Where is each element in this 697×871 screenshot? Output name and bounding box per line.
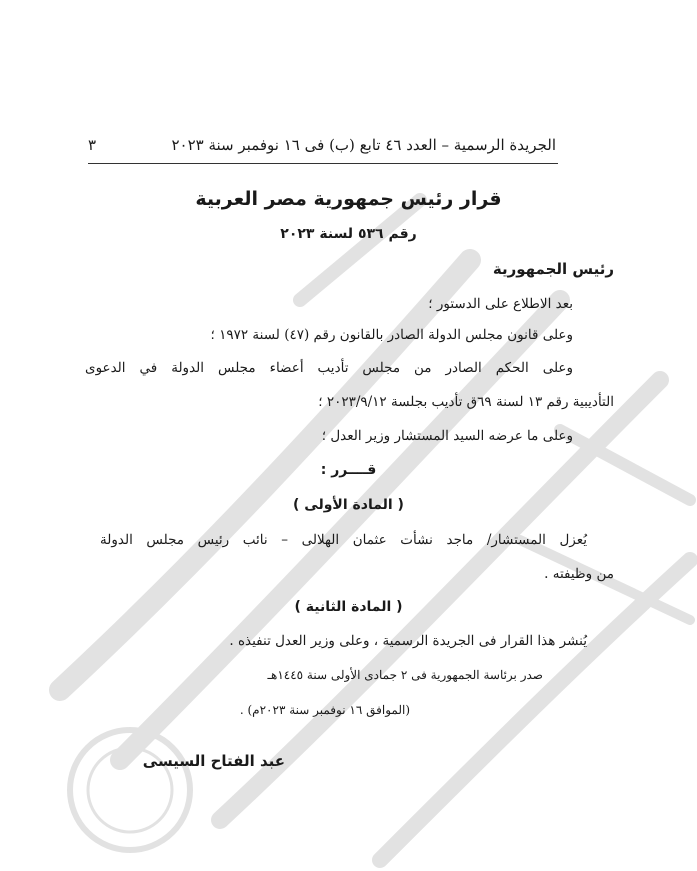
issuer-heading: رئيس الجمهورية <box>492 260 614 278</box>
preamble-line-1: بعد الاطلاع على الدستور ؛ <box>428 296 573 312</box>
gazette-header-text: الجريدة الرسمية – العدد ٤٦ تابع (ب) فى ١٦ نوفمبر سنة ٢٠٢٣ <box>171 136 556 154</box>
gazette-header <box>88 136 556 154</box>
decree-title: قرار رئيس جمهورية مصر العربية <box>195 188 502 210</box>
decided-heading: قــــرر : <box>320 462 377 478</box>
article1-heading: ( المادة الأولى ) <box>293 497 404 513</box>
preamble-line-4: التأديبية رقم ١٣ لسنة ٦٩ق تأديب بجلسة ٢٠٢٣/٩/١٢ ؛ <box>318 394 614 410</box>
preamble-line-5: وعلى ما عرضه السيد المستشار وزير العدل ؛ <box>321 428 573 444</box>
page-number: ٣ <box>88 136 97 154</box>
article2-heading: ( المادة الثانية ) <box>294 599 403 615</box>
preamble-line-3: وعلى الحكم الصادر من مجلس تأديب أعضاء مجلس الدولة في الدعوى <box>85 360 573 376</box>
decree-number: رقم ٥٣٦ لسنة ٢٠٢٣ <box>280 226 417 242</box>
article1-line-2: من وظيفته . <box>544 566 614 582</box>
signature: عبد الفتاح السيسى <box>142 752 285 770</box>
article2-line-1: يُنشر هذا القرار فى الجريدة الرسمية ، وعلى وزير العدل تنفيذه . <box>229 633 587 649</box>
preamble-line-2: وعلى قانون مجلس الدولة الصادر بالقانون رقم (٤٧) لسنة ١٩٧٢ ؛ <box>210 327 573 343</box>
article1-line-1: يُعزل المستشار/ ماجد نشأت عثمان الهلالى – نائب رئيس مجلس الدولة <box>100 532 587 548</box>
issued-date: صدر برئاسة الجمهورية فى ٢ جمادى الأولى سنة ١٤٤٥هـ <box>267 668 543 682</box>
header-divider <box>88 163 558 164</box>
corresponding-date: (الموافق ١٦ نوفمبر سنة ٢٠٢٣م) . <box>239 703 410 717</box>
